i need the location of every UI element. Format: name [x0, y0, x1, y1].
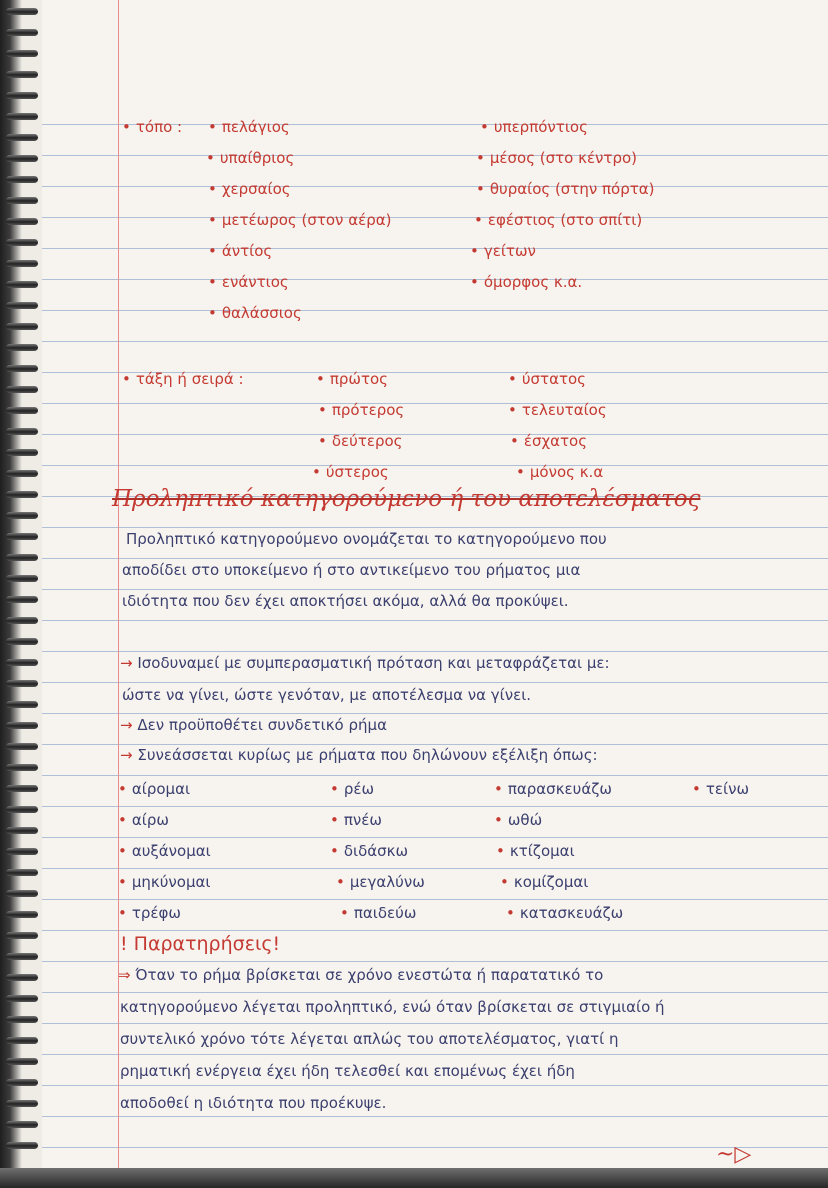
spiral-coil — [6, 1121, 38, 1128]
spiral-coil — [6, 344, 38, 351]
spiral-coil — [6, 71, 38, 78]
spiral-coil — [6, 365, 38, 372]
verb-item: • αίρομαι — [118, 780, 190, 798]
remark-line: ρηματική ενέργεια έχει ήδη τελεσθεί και επομένως έχει ήδη — [120, 1062, 575, 1080]
place-item: • ενάντιος — [208, 273, 289, 291]
place-item: • όμορφος κ.α. — [470, 273, 582, 291]
order-item: • δεύτερος — [318, 432, 402, 450]
spiral-coil — [6, 176, 38, 183]
verb-item: • τρέφω — [118, 904, 181, 922]
place-item: • εφέστιος (στο σπίτι) — [474, 211, 642, 229]
spiral-coil — [6, 806, 38, 813]
place-item: • γείτων — [470, 242, 536, 260]
spiral-coil — [6, 470, 38, 477]
spiral-coil — [6, 974, 38, 981]
order-item: • τελευταίος — [508, 401, 607, 419]
spiral-coil — [6, 722, 38, 729]
rule-line: → Συνεάσσεται κυρίως με ρήματα που δηλώνουν εξέλιξη όπως: — [120, 746, 598, 764]
order-item: • ύστερος — [312, 463, 389, 481]
spiral-coil — [6, 638, 38, 645]
verb-item: • παιδεύω — [340, 904, 416, 922]
place-item: • πελάγιος — [208, 118, 290, 136]
verb-item: • αυξάνομαι — [118, 842, 211, 860]
verb-item: • κτίζομαι — [496, 842, 575, 860]
remark-line: κατηγορούμενο λέγεται προληπτικό, ενώ όταν βρίσκεται σε στιγμιαίο ή — [120, 998, 665, 1016]
spiral-coil — [6, 323, 38, 330]
spiral-coil — [6, 554, 38, 561]
verb-item: • αίρω — [118, 811, 169, 829]
verb-item: • κατασκευάζω — [506, 904, 623, 922]
spiral-coil — [6, 953, 38, 960]
place-item: • μετέωρος (στον αέρα) — [208, 211, 391, 229]
order-item: • πρώτος — [316, 370, 388, 388]
verb-item: • μεγαλύνω — [336, 873, 425, 891]
arrow-icon: → — [120, 746, 133, 764]
arrow-icon: → — [120, 654, 133, 672]
remark-line: ⇒ Όταν το ρήμα βρίσκεται σε χρόνο ενεστώτα ή παρατατικό το — [118, 966, 604, 984]
place-item: • υπαίθριος — [206, 149, 294, 167]
order-item: • ύστατος — [508, 370, 586, 388]
spiral-coil — [6, 995, 38, 1002]
verb-item: • πνέω — [330, 811, 382, 829]
spiral-coil — [6, 407, 38, 414]
continue-arrow-icon: ~▷ — [716, 1142, 752, 1167]
place-label: • τόπο : — [122, 118, 182, 136]
exclamation-icon: ! — [120, 933, 128, 955]
verb-item: • διδάσκω — [330, 842, 408, 860]
spiral-coil — [6, 197, 38, 204]
double-arrow-icon: ⇒ — [118, 966, 131, 984]
spiral-coil — [6, 428, 38, 435]
spiral-coil — [6, 680, 38, 687]
spiral-coil — [6, 848, 38, 855]
spiral-coil — [6, 302, 38, 309]
spiral-coil — [6, 113, 38, 120]
spiral-coil — [6, 764, 38, 771]
verb-item: • ωθώ — [494, 811, 542, 829]
spiral-coil — [6, 596, 38, 603]
spiral-coil — [6, 8, 38, 15]
spiral-coil — [6, 134, 38, 141]
verb-item: • παρασκευάζω — [494, 780, 612, 798]
place-item: • μέσος (στο κέντρο) — [476, 149, 637, 167]
spiral-coil — [6, 1058, 38, 1065]
place-item: • άντίος — [208, 242, 272, 260]
spiral-coil — [6, 1100, 38, 1107]
spiral-coil — [6, 50, 38, 57]
exclamation-icon: ! — [272, 933, 281, 955]
section-heading: Προληπτικό κατηγορούμενο ή του αποτελέσματος — [112, 486, 701, 512]
spiral-coil — [6, 701, 38, 708]
spiral-coil — [6, 29, 38, 36]
spiral-coil — [6, 869, 38, 876]
spiral-binding — [0, 0, 42, 1170]
remarks-title: ! Παρατηρήσεις! — [120, 933, 281, 955]
verb-item: • κομίζομαι — [500, 873, 588, 891]
spiral-coil — [6, 911, 38, 918]
spiral-coil — [6, 575, 38, 582]
verb-item: • ρέω — [330, 780, 374, 798]
place-item: • χερσαίος — [208, 180, 291, 198]
spiral-coil — [6, 281, 38, 288]
spiral-coil — [6, 92, 38, 99]
place-item: • θαλάσσιος — [208, 304, 302, 322]
definition-line: Προληπτικό κατηγορούμενο ονομάζεται το κατηγορούμενο που — [126, 530, 607, 548]
verb-item: • τείνω — [692, 780, 749, 798]
remark-line: συντελικό χρόνο τότε λέγεται απλώς του αποτελέσματος, γιατί η — [120, 1030, 619, 1048]
margin-line — [118, 0, 119, 1188]
definition-line: αποδίδει στο υποκείμενο ή στο αντικείμενο του ρήματος μια — [122, 561, 581, 579]
spiral-coil — [6, 1079, 38, 1086]
spiral-coil — [6, 386, 38, 393]
spiral-coil — [6, 512, 38, 519]
spiral-coil — [6, 890, 38, 897]
spiral-coil — [6, 260, 38, 267]
remark-line: αποδοθεί η ιδιότητα που προέκυψε. — [120, 1094, 387, 1112]
arrow-icon: → — [120, 716, 133, 734]
spiral-coil — [6, 1142, 38, 1149]
order-item: • έσχατος — [510, 432, 587, 450]
order-item: • πρότερος — [318, 401, 404, 419]
definition-line: ιδιότητα που δεν έχει αποκτήσει ακόμα, αλλά θα προκύψει. — [122, 592, 569, 610]
spiral-coil — [6, 743, 38, 750]
spiral-coil — [6, 533, 38, 540]
spiral-coil — [6, 1037, 38, 1044]
spiral-coil — [6, 218, 38, 225]
spiral-coil — [6, 932, 38, 939]
rule-line: → Ισοδυναμεί με συμπερασματική πρόταση και μεταφράζεται με: — [120, 654, 610, 672]
spiral-coil — [6, 449, 38, 456]
rule-line: → Δεν προϋποθέτει συνδετικό ρήμα — [120, 716, 387, 734]
place-item: • θυραίος (στην πόρτα) — [476, 180, 655, 198]
spiral-coil — [6, 1016, 38, 1023]
spiral-coil — [6, 617, 38, 624]
spiral-coil — [6, 155, 38, 162]
page-top — [0, 0, 828, 94]
rule-line: ώστε να γίνει, ώστε γενόταν, με αποτέλεσμα να γίνει. — [122, 686, 532, 704]
spiral-coil — [6, 491, 38, 498]
spiral-coil — [6, 785, 38, 792]
page-bottom-edge — [0, 1168, 828, 1188]
spiral-coil — [6, 827, 38, 834]
spiral-coil — [6, 239, 38, 246]
verb-item: • μηκύνομαι — [118, 873, 211, 891]
order-label: • τάξη ή σειρά : — [122, 370, 244, 388]
spiral-coil — [6, 659, 38, 666]
place-item: • υπερπόντιος — [480, 118, 588, 136]
order-item: • μόνος κ.α — [516, 463, 603, 481]
